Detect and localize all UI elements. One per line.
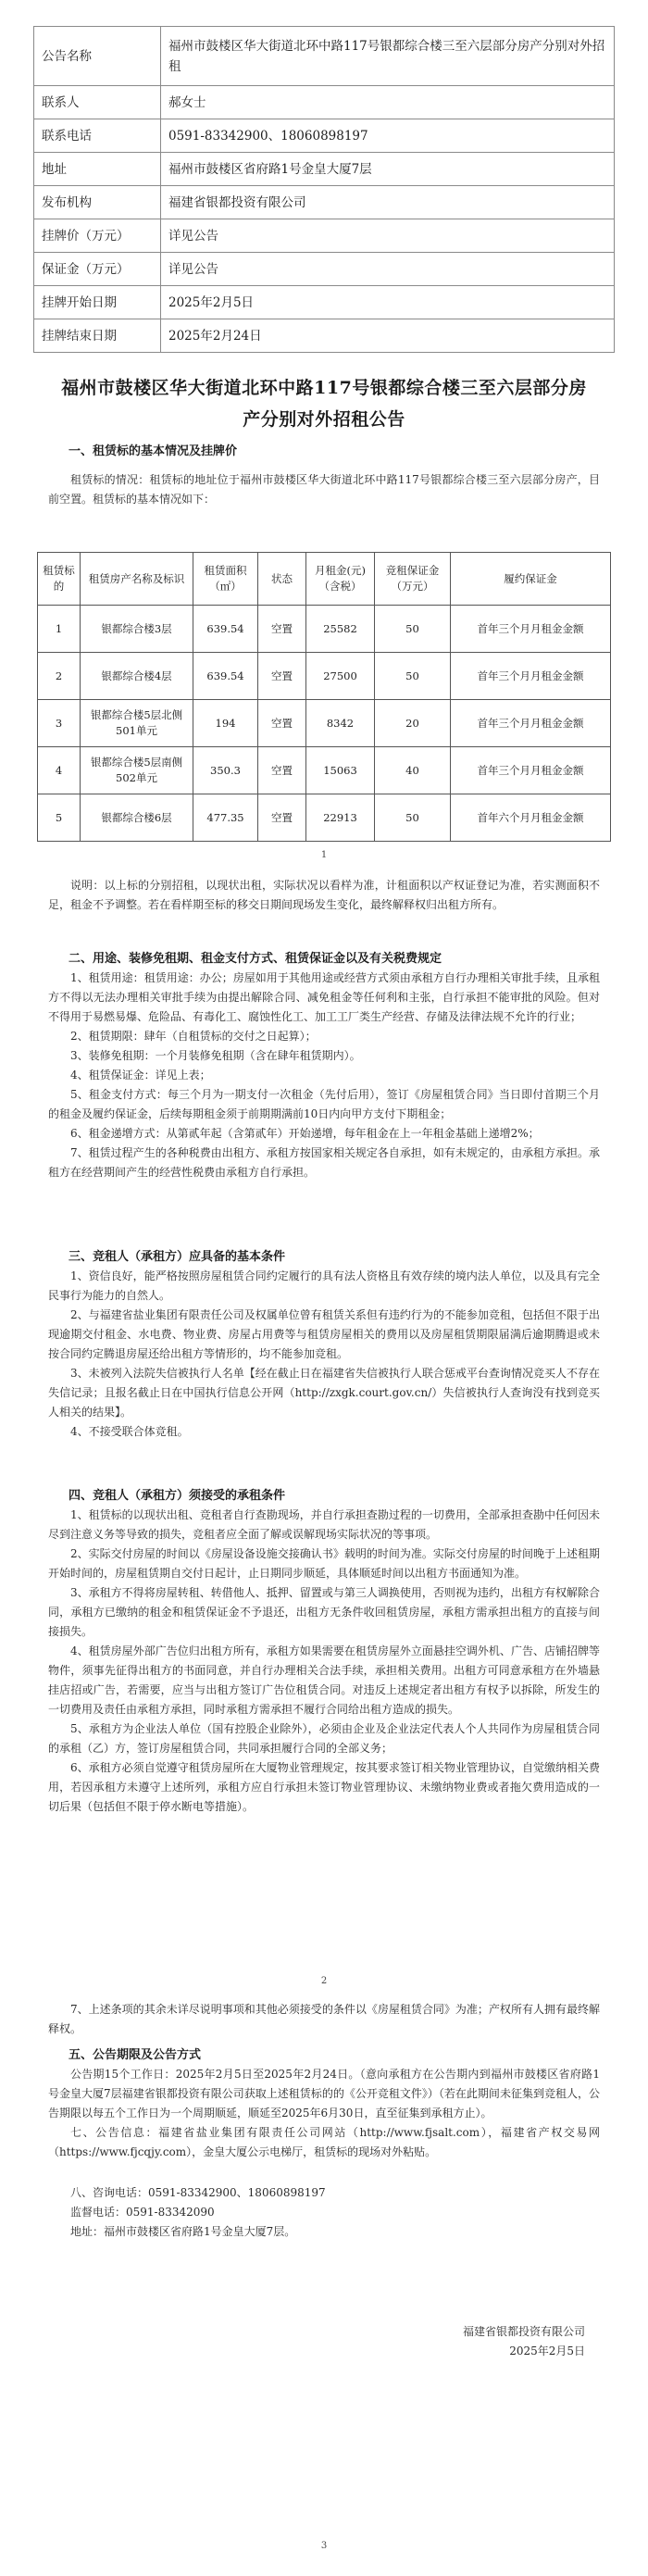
lease-cell: 首年三个月月租金金额 <box>451 606 611 653</box>
info-row <box>34 253 615 286</box>
lease-header-cell: 租赁面积（㎡） <box>193 553 258 606</box>
section-heading-5: 五、公告期限及公告方式 <box>69 2048 202 2062</box>
lease-header-cell: 租赁房产名称及标识 <box>81 553 193 606</box>
list-item: 6、租金递增方式：从第贰年起（含第贰年）开始递增，每年租金在上一年租金基础上递增2%； <box>70 1127 540 1140</box>
list-item: 3、未被列入法院失信被执行人名单【经在截止日在福建省失信被执行人联合惩戒平台查询情况竞买人不存在失信记录；且报名截止日在中国执行信息公开网（http://zxgk.court.gov.cn/）失信被执行人查询没有找到竞买人相关的结果】。 <box>48 1367 600 1419</box>
title-line-2: 产分别对外招租公告 <box>243 409 405 430</box>
list-item: 2、实际交付房屋的时间以《房屋设备设施交接确认书》载明的时间为准。实际交付房屋的时间晚于上述租期开始时间的，房屋租赁期自交付日起计，止日期同步顺延，具体顺延时间以出租方书面通知为准。 <box>48 1547 600 1580</box>
lease-cell: 477.35 <box>193 794 258 842</box>
lease-cell: 首年三个月月租金金额 <box>451 700 611 747</box>
announcement-info-table <box>33 26 615 353</box>
lease-cell: 194 <box>193 700 258 747</box>
section-heading-4: 四、竞租人（承租方）须接受的承租条件 <box>69 1489 286 1503</box>
lease-cell: 639.54 <box>193 606 258 653</box>
lease-cell: 银都综合楼5层北侧501单元 <box>81 700 193 747</box>
lease-table-row <box>38 700 611 747</box>
list-item: 1、租赁标的以现状出租、竞租者自行查勘现场，并自行承担查勘过程的一切费用，全部承担查勘中任何因未尽到注意义务等导致的损失，竞租者应全面了解或误解现场实际状况的等事项。 <box>48 1508 600 1541</box>
contact-line: 八、咨询电话：0591-83342900、18060898197 <box>70 2186 326 2199</box>
sign-date: 2025年2月5日 <box>509 2345 585 2357</box>
section-heading-1: 一、租赁标的基本情况及挂牌价 <box>69 444 238 458</box>
note-paragraph: 说明：以上标的分别招租，以现状出租，实际状况以看样为准，计租面积以产权证登记为准，若实测面积不足，租金不予调整。若在看样期至标的移交日期间现场发生变化，最终解释权归出租方所有。 <box>48 879 600 911</box>
info-row <box>34 27 615 86</box>
lease-cell: 银都综合楼3层 <box>81 606 193 653</box>
lease-cell: 8342 <box>306 700 375 747</box>
info-key: 联系人 <box>34 86 161 119</box>
lease-cell: 4 <box>38 747 81 794</box>
lease-cell: 空置 <box>258 606 306 653</box>
page-number: 1 <box>320 850 328 860</box>
info-key: 挂牌结束日期 <box>34 319 161 353</box>
lease-cell: 2 <box>38 653 81 700</box>
info-value: 详见公告 <box>161 219 615 253</box>
lease-cell: 50 <box>375 606 451 653</box>
list-item: 七、公告信息：福建省盐业集团有限责任公司网站（http://www.fjsalt.com），福建省产权交易网（https://www.fjcqjy.com），金皇大厦公示电梯厅，租赁标的现场对外粘贴。 <box>48 2126 600 2158</box>
info-row <box>34 186 615 219</box>
lease-cell: 银都综合楼6层 <box>81 794 193 842</box>
list-item: 5、承租方为企业法人单位（国有控股企业除外），必须由企业及企业法定代表人个人共同作为房屋租赁合同的承租（乙）方，签订房屋租赁合同，共同承担履行合同的全部义务； <box>48 1722 600 1755</box>
list-item: 7、租赁过程产生的各种税费由出租方、承租方按国家相关规定各自承担，如有未规定的，由承租方承担。承租方在经营期间产生的经营性税费由承租方自行承担。 <box>48 1146 600 1179</box>
list-item: 6、承租方必须自觉遵守租赁房屋所在大厦物业管理规定，按其要求签订相关物业管理协议，自觉缴纳相关费用，若因承租方未遵守上述所列，承租方应自行承担未签订物业管理协议、未缴纳物业费或者拖欠费用造成的一切后果（包括但不限于停水断电等措施）。 <box>48 1761 600 1813</box>
lease-table-row <box>38 794 611 842</box>
list-item: 1、租赁用途：租赁用途：办公；房屋如用于其他用途或经营方式须由承租方自行办理相关审批手续，且承租方不得以无法办理相关审批手续为由提出解除合同、减免租金等任何利和主张，自行承担不能审批的风险。但对不得用于易燃易爆、危险品、有毒化工、腐蚀性化工、加工工厂类生产经营、存储及法律法规不允许的行业； <box>48 971 600 1023</box>
info-value: 0591-83342900、18060898197 <box>161 119 615 153</box>
lease-table-header <box>38 553 611 606</box>
signature-block <box>463 2322 585 2361</box>
lease-table-row <box>38 653 611 700</box>
lease-header-cell: 租赁标的 <box>38 553 81 606</box>
section-4-body <box>48 1506 600 1817</box>
lease-cell: 首年三个月月租金金额 <box>451 653 611 700</box>
lease-header-cell: 状态 <box>258 553 306 606</box>
list-item: 5、租金支付方式：每三个月为一期支付一次租金（先付后用），签订《房屋租赁合同》当日即付首期三个月的租金及履约保证金，后续每期租金须于前期期满前10日内向甲方支付下期租金； <box>48 1088 600 1120</box>
info-row <box>34 219 615 253</box>
info-row <box>34 119 615 153</box>
lease-cell: 350.3 <box>193 747 258 794</box>
lease-table <box>37 552 611 842</box>
list-item: 3、承租方不得将房屋转租、转借他人、抵押、留置或与第三人调换使用，否则视为违约，出租方有权解除合同，承租方已缴纳的租金和租赁保证金不予退还，出租方无条件收回租赁房屋，承租方需承担出租方的直接与间接损失。 <box>48 1586 600 1638</box>
lease-cell: 空置 <box>258 653 306 700</box>
lease-cell: 50 <box>375 653 451 700</box>
info-value: 福建省银都投资有限公司 <box>161 186 615 219</box>
lease-cell: 27500 <box>306 653 375 700</box>
lease-cell: 639.54 <box>193 653 258 700</box>
lease-cell: 空置 <box>258 747 306 794</box>
list-item: 公告期15个工作日：2025年2月5日至2025年2月24日。（意向承租方在公告期内到福州市鼓楼区省府路1号金皇大厦7层福建省银都投资有限公司获取上述租赁标的的《公开竞租文件》）（若在此期间未征集到竞租人，公告期限以每五个工作日为一个周期顺延，顺延至2025年6月30日，直至征集到承租方止）。 <box>48 2068 600 2120</box>
info-key: 挂牌价（万元） <box>34 219 161 253</box>
info-value: 详见公告 <box>161 253 615 286</box>
lease-cell: 空置 <box>258 700 306 747</box>
section-heading-3: 三、竞租人（承租方）应具备的基本条件 <box>69 1250 286 1264</box>
info-row <box>34 153 615 186</box>
list-item: 4、租赁房屋外部广告位归出租方所有，承租方如果需要在租赁房屋外立面悬挂空调外机、广告、店铺招牌等物件，须事先征得出租方的书面同意，并自行办理相关合法手续，承担相关费用。出租方可同意承租方在外墙悬挂店招或广告，若需要，应当与出租方签订广告位租赁合同。对违反上述规定者出租方有权予以拆除，所发生的一切费用及责任由承租方承担，同时承租方需承担不履行合同给出租方造成的损失。 <box>48 1644 600 1716</box>
lease-cell: 首年六个月月租金金额 <box>451 794 611 842</box>
title-line-1: 福州市鼓楼区华大街道北环中路117号银都综合楼三至六层部分房 <box>61 378 587 398</box>
lease-cell: 首年三个月月租金金额 <box>451 747 611 794</box>
lease-header-cell: 履约保证金 <box>451 553 611 606</box>
info-value: 郝女士 <box>161 86 615 119</box>
info-value: 福州市鼓楼区省府路1号金皇大厦7层 <box>161 153 615 186</box>
intro-paragraph: 租赁标的情况：租赁标的地址位于福州市鼓楼区华大街道北环中路117号银都综合楼三至六层部分房产，目前空置。租赁标的基本情况如下： <box>48 473 600 506</box>
lease-cell: 40 <box>375 747 451 794</box>
section-4-item-7: 7、上述条项的其余未详尽说明事项和其他必须接受的条件以《房屋租赁合同》为准；产权所有人拥有最终解释权。 <box>48 2003 600 2035</box>
info-row <box>34 86 615 119</box>
info-key: 地址 <box>34 153 161 186</box>
lease-cell: 50 <box>375 794 451 842</box>
lease-cell: 1 <box>38 606 81 653</box>
contact-line: 地址：福州市鼓楼区省府路1号金皇大厦7层。 <box>70 2225 296 2238</box>
info-key: 公告名称 <box>34 27 161 86</box>
lease-cell: 25582 <box>306 606 375 653</box>
info-value: 2025年2月24日 <box>161 319 615 353</box>
section-2-body <box>48 969 600 1182</box>
section-3-body <box>48 1267 600 1442</box>
sign-organization: 福建省银都投资有限公司 <box>462 2325 585 2338</box>
announcement-title <box>28 372 620 435</box>
lease-cell: 15063 <box>306 747 375 794</box>
page-number: 3 <box>320 2541 328 2551</box>
info-row <box>34 319 615 353</box>
lease-cell: 银都综合楼4层 <box>81 653 193 700</box>
info-key: 发布机构 <box>34 186 161 219</box>
contact-block <box>70 2183 600 2242</box>
lease-cell: 银都综合楼5层南侧502单元 <box>81 747 193 794</box>
lease-table-row <box>38 747 611 794</box>
info-row <box>34 286 615 319</box>
info-key: 联系电话 <box>34 119 161 153</box>
list-item: 4、不接受联合体竞租。 <box>70 1425 189 1438</box>
info-key: 挂牌开始日期 <box>34 286 161 319</box>
page-number: 2 <box>320 1976 328 1986</box>
lease-cell: 5 <box>38 794 81 842</box>
list-item: 2、租赁期限：肆年（自租赁标的交付之日起算）； <box>70 1030 317 1043</box>
lease-cell: 3 <box>38 700 81 747</box>
lease-table-row <box>38 606 611 653</box>
lease-header-cell: 竞租保证金（万元） <box>375 553 451 606</box>
list-item: 1、资信良好，能严格按照房屋租赁合同约定履行的具有法人资格且有效存续的境内法人单位，以及具有完全民事行为能力的自然人。 <box>48 1269 600 1302</box>
list-item: 3、装修免租期：一个月装修免租期（含在肆年租赁期内）。 <box>70 1049 361 1062</box>
info-key: 保证金（万元） <box>34 253 161 286</box>
lease-cell: 22913 <box>306 794 375 842</box>
list-item: 4、租赁保证金：详见上表； <box>70 1069 211 1082</box>
contact-line: 监督电话：0591-83342090 <box>70 2206 215 2219</box>
lease-cell: 空置 <box>258 794 306 842</box>
info-value: 福州市鼓楼区华大街道北环中路117号银都综合楼三至六层部分房产分别对外招租 <box>161 27 615 86</box>
list-item: 2、与福建省盐业集团有限责任公司及权属单位曾有租赁关系但有违约行为的不能参加竞租，包括但不限于出现逾期交付租金、水电费、物业费、房屋占用费等与租赁房屋相关的费用以及房屋租赁期限届满后逾期腾退或未按合同约定腾退房屋还给出租方等情形的，均不能参加竞租。 <box>48 1308 600 1360</box>
lease-header-cell: 月租金(元)（含税） <box>306 553 375 606</box>
section-heading-2: 二、用途、装修免租期、租金支付方式、租赁保证金以及有关税费规定 <box>69 952 442 966</box>
lease-cell: 20 <box>375 700 451 747</box>
info-value: 2025年2月5日 <box>161 286 615 319</box>
section-5-body <box>48 2065 600 2162</box>
